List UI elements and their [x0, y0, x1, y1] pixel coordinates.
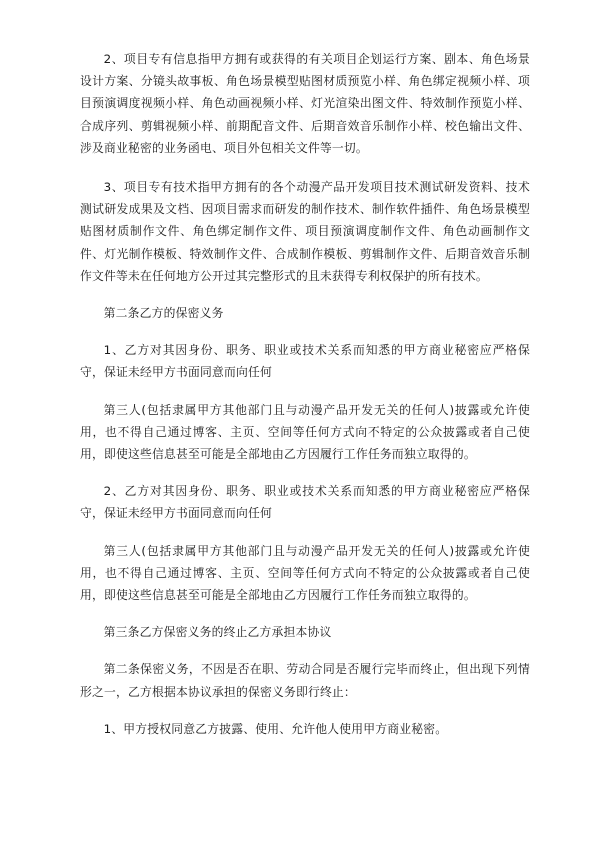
document-body — [80, 48, 530, 740]
paragraph-spacer — [80, 703, 530, 718]
section-heading-article-2: 第二条乙方的保密义务 — [103, 306, 224, 321]
paragraph-project-technology: 3、项目专有技术指甲方拥有的各个动漫产品开发项目技术测试研发资料、技术测试研发成果及文档、因项目需求而研发的制作技术、制作软件插件、角色场景模型贴图材质制作文件、角色绑定制作文件、项目预演调度制作文件、角色动画制作文件、灯光制作模板、特效制作文件、合成制作模板、剪辑制作文件、后期音效音乐制作文件等未在任何地方公开过其完整形式的且未获得专利权保护的所有技术。 — [80, 180, 530, 283]
section-heading-article-3: 第三条乙方保密义务的终止乙方承担本协议 — [103, 625, 332, 640]
paragraph-spacer — [80, 465, 530, 480]
paragraph-spacer — [80, 159, 530, 176]
paragraph-third-party-1: 第三人(包括隶属甲方其他部门且与动漫产品开发无关的任何人)披露或允许使用，也不得自己通过博客、主页、空间等任何方式向不特定的公众披露或者自己使用，即使这些信息甚至可能是全部地由乙方因履行工作任务而独立取得的。 — [80, 402, 530, 462]
paragraph-third-party-2: 第三人(包括隶属甲方其他部门且与动漫产品开发无关的任何人)披露或允许使用，也不得自己通过博客、主页、空间等任何方式向不特定的公众披露或者自己使用，即使这些信息甚至可能是全部地由乙方因履行工作任务而独立取得的。 — [80, 543, 530, 603]
paragraph-spacer — [80, 606, 530, 621]
paragraph-obligation-2: 2、乙方对其因身份、职务、职业或技术关系而知悉的甲方商业秘密应严格保守，保证未经甲方书面同意而向任何 — [80, 484, 530, 521]
paragraph-project-information: 2、项目专有信息指甲方拥有或获得的有关项目企划运行方案、剧本、角色场景设计方案、分镜头故事板、角色场景模型贴图材质预览小样、角色绑定视频小样、项目预演调度视频小样、角色动画视频小样、灯光渲染出图文件、特效制作预览小样、合成序列、剪辑视频小样、前期配音文件、后期音效音乐制作小样、校色输出文件、涉及商业秘密的业务函电、项目外包相关文件等一切。 — [80, 52, 530, 155]
paragraph-spacer — [80, 324, 530, 339]
paragraph-spacer — [80, 287, 530, 302]
paragraph-spacer — [80, 525, 530, 540]
paragraph-termination: 第二条保密义务，不因是否在职、劳动合同是否履行完毕而终止，但出现下列情形之一，乙方根据本协议承担的保密义务即行终止： — [80, 662, 530, 699]
paragraph-spacer — [80, 384, 530, 399]
paragraph-spacer — [80, 643, 530, 658]
paragraph-obligation-1: 1、乙方对其因身份、职务、职业或技术关系而知悉的甲方商业秘密应严格保守，保证未经甲方书面同意而向任何 — [80, 343, 530, 380]
paragraph-termination-item-1: 1、甲方授权同意乙方披露、使用、允许他人使用甲方商业秘密。 — [103, 721, 448, 736]
